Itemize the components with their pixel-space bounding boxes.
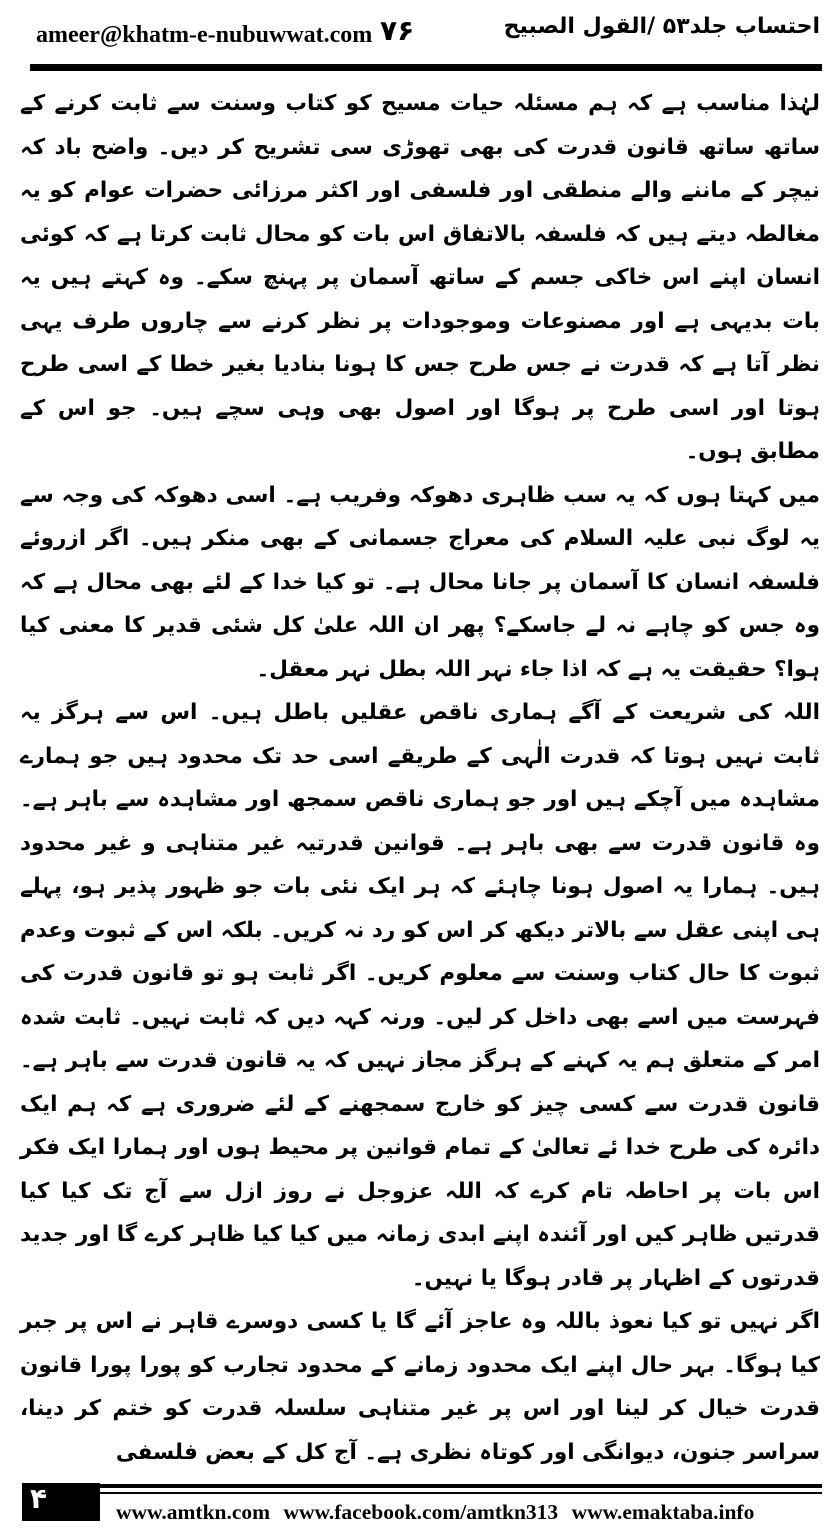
footer-rule-thin — [100, 1492, 822, 1494]
body-text — [20, 82, 820, 1465]
header-email: ameer@khatm-e-nubuwwat.com — [36, 22, 373, 48]
footer-link-amtkn[interactable]: www.amtkn.com — [116, 1500, 271, 1524]
footer-rule — [100, 1484, 822, 1488]
paragraph-2: میں کہتا ہوں کہ یہ سب ظاہری دھوکہ وفریب ہے۔ اسی دھوکہ کی وجہ سے یہ لوگ نبی علیہ السلام کی معراج جسمانی کے بھی منکر ہیں۔ اگر ازروئے فلسفہ انسان کا آسمان پر جانا محال ہے۔ تو کیا خدا کے لئے بھی محال ہے کہ وہ جس کو چاہے نہ لے جاسکے؟ پھر ان اللہ علیٰ کل شئی قدیر کا معنی کیا ہوا؟ حقیقت یہ ہے کہ اذا جاء نہر اللہ بطل نہر معقل۔ — [20, 482, 820, 682]
header-page-number: ۷۶ — [380, 14, 415, 47]
paragraph-3: اللہ کی شریعت کے آگے ہماری ناقص عقلیں باطل ہیں۔ اس سے ہرگز یہ ثابت نہیں ہوتا کہ قدرت الٰہی کے طریقے اسی حد تک محدود ہیں جو ہمارے مشاہدہ میں آچکے ہیں اور جو ہماری ناقص سمجھ اور مشاہدہ سے باہر ہے۔ وہ قانون قدرت سے بھی باہر ہے۔ قوانین قدرتیہ غیر متناہی و غیر محدود ہیں۔ ہمارا یہ اصول ہونا چاہئے کہ ہر ایک نئی بات جو ظہور پذیر ہو، پہلے ہی اپنی عقل سے بالاتر دیکھ کر اس کو رد نہ کریں۔ بلکہ اس کے ثبوت وعدم ثبوت کا حال کتاب وسنت سے معلوم کریں۔ اگر ثابت ہو تو قانون قدرت کی فہرست میں اسے بھی داخل کر لیں۔ ورنہ کہہ دیں کہ ثابت نہیں۔ ثابت شدہ امر کے متعلق ہم یہ کہنے کے ہرگز مجاز نہیں کہ یہ قانون قدرت سے باہر ہے۔ قانون قدرت سے کسی چیز کو خارج سمجھنے کے لئے ضروری ہے کہ ہم ایک دائرہ کی طرح خدا ئے تعالیٰ کے تمام قوانین پر محیط ہوں اور ہمارا ایک فکر اس بات پر احاطہ تام کرے کہ اللہ عزوجل نے روز ازل سے آج تک کیا کیا قدرتیں ظاہر کیں اور آئندہ اپنے ابدی زمانہ میں کیا کیا ظاہر کرے گا اور جدید قدرتوں کے اظہار پر قادر ہوگا یا نہیں۔ — [20, 700, 820, 1291]
footer-link-facebook[interactable]: www.facebook.com/amtkn313 — [283, 1500, 559, 1524]
paragraph-1: لہٰذا مناسب ہے کہ ہم مسئلہ حیات مسیح کو کتاب وسنت سے ثابت کرنے کے ساتھ ساتھ قانون قدرت کی بھی تھوڑی سی تشریح کر دیں۔ واضح باد کہ نیچر کے ماننے والے منطقی اور فلسفی اور اکثر مرزائی حضرات عوام کو یہ مغالطہ دیتے ہیں کہ فلسفہ بالاتفاق اس بات کو محال ثابت کرتا ہے کہ کوئی انسان اپنے اس خاکی جسم کے ساتھ آسمان پر پہنچ سکے۔ وہ کہتے ہیں یہ بات بدیہی ہے اور مصنوعات وموجودات پر نظر کرنے سے چاروں طرف یہی نظر آتا ہے کہ قدرت نے جس طرح جس کا ہونا بنادیا بغیر خطا کے اسی طرح ہوتا اور اسی طرح پر ہوگا اور اصول بھی وہی سچے ہیں۔ جو اس کے مطابق ہوں۔ — [20, 91, 820, 464]
footer-link-emaktaba[interactable]: www.emaktaba.info — [571, 1500, 755, 1524]
paragraph-4: اگر نہیں تو کیا نعوذ باللہ وہ عاجز آئے گا یا کسی دوسرے قاہر نے اس پر جبر کیا ہوگا۔ بہر حال اپنے ایک محدود زمانے کے محدود تجارب کو پورا پورا قانون قدرت خیال کر لینا اور اس پر غیر متناہی سلسلہ قدرت کو ختم کر دینا، سراسر جنون، دیوانگی اور کوتاہ نظری ہے۔ آج کل کے بعض فلسفی — [20, 1309, 820, 1465]
header-book-title: احتساب جلد۵۳ /القول الصبیح — [503, 14, 820, 39]
header-rule — [30, 64, 822, 71]
footer-links — [116, 1500, 754, 1525]
page-header — [0, 0, 840, 70]
footer-page-number: ۴ — [30, 1482, 48, 1515]
